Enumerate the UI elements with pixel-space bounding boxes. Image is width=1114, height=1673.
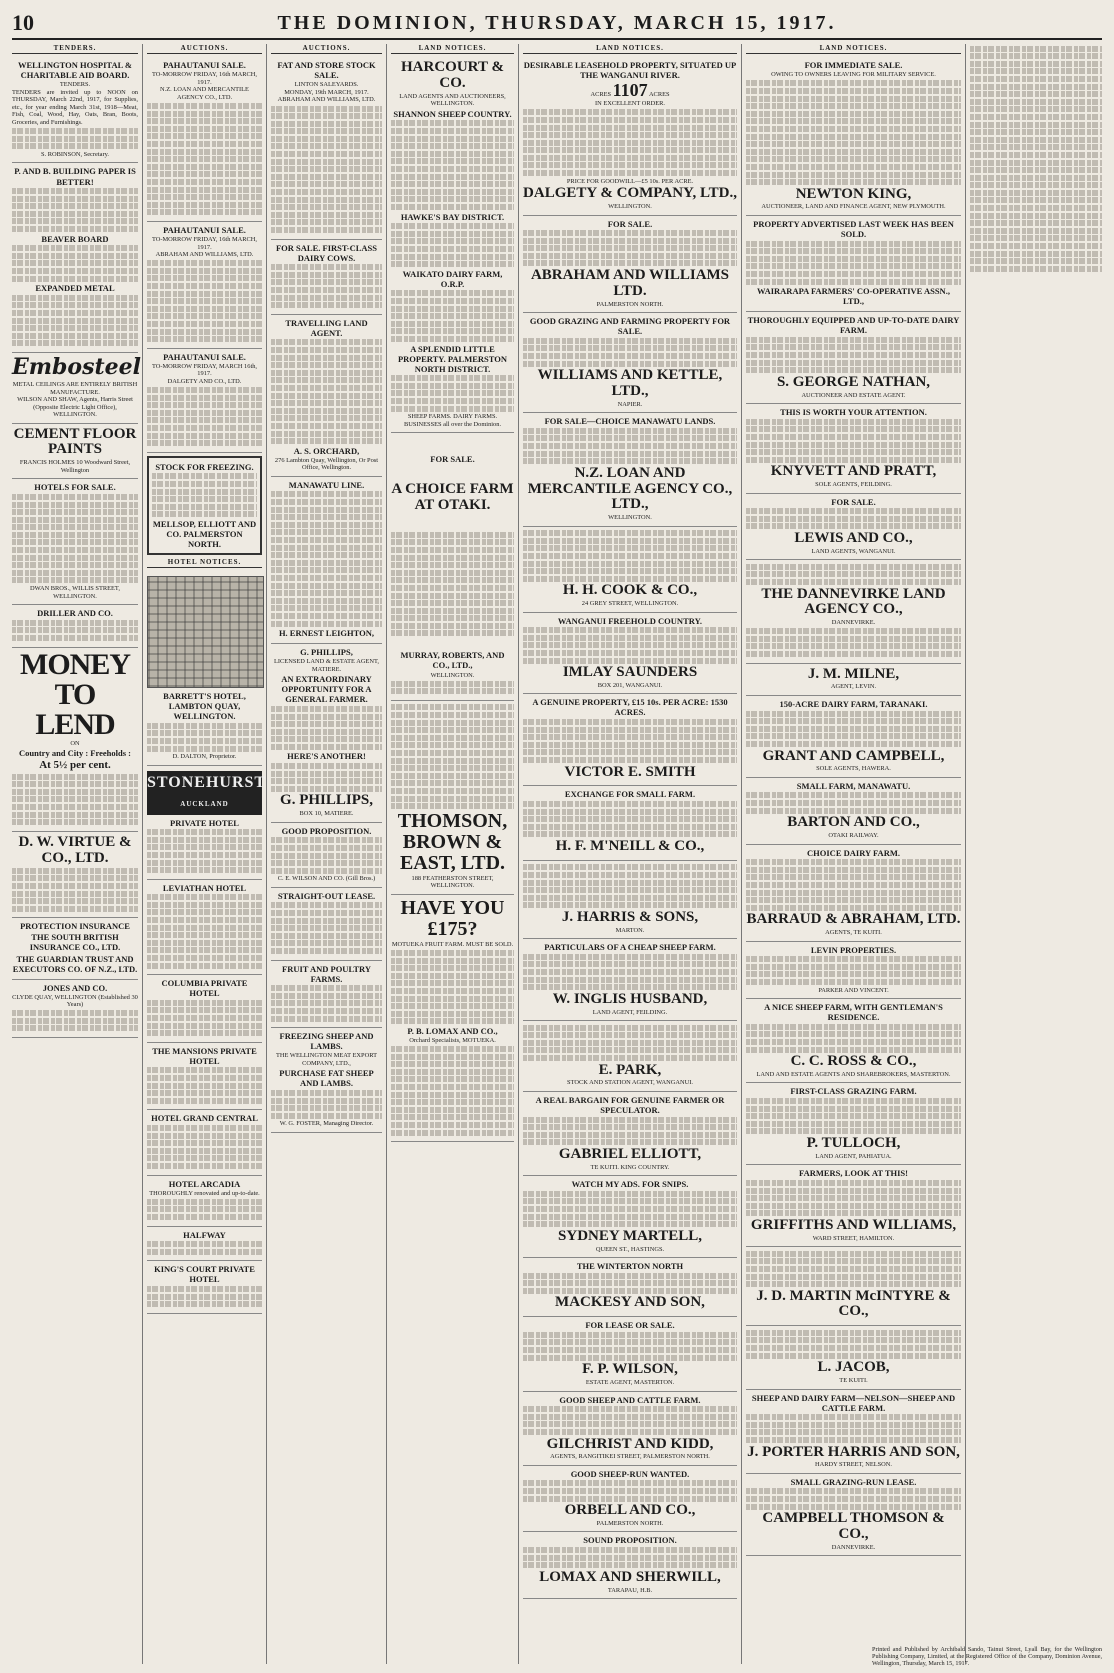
column-heading: LAND NOTICES. — [391, 44, 514, 54]
ad-heading: THOROUGHLY EQUIPPED AND UP-TO-DATE DAIRY FARM. — [747, 315, 960, 336]
ad-heading: A CHOICE FARM AT OTAKI. — [391, 481, 514, 513]
ad-signature: DWAN BROS., WILLIS STREET, WELLINGTON. — [30, 585, 120, 600]
leviathan-ad — [147, 880, 262, 976]
column-heading: AUCTIONS. — [271, 44, 382, 54]
ad-heading: HALFWAY — [183, 1229, 226, 1240]
ad-date: TO-MORROW FRIDAY, 16th MARCH, 1917. — [151, 71, 258, 86]
stock-ad — [147, 456, 262, 555]
ad-agency: NEWTON KING, — [795, 185, 912, 202]
ad-subheading: LICENSED LAND & ESTATE AGENT, MATIERE. — [274, 658, 379, 673]
auction-ad — [147, 222, 262, 349]
column-2 — [143, 44, 267, 1664]
ad-agency: S. GEORGE NATHAN, — [776, 373, 931, 390]
ad-address: MARTON. — [615, 926, 645, 934]
ad-heading: EXPANDED METAL — [35, 283, 115, 294]
column-heading: LAND NOTICES. — [746, 44, 961, 54]
ad-heading: PROTECTION INSURANCE — [20, 921, 130, 932]
ad-heading: G. PHILLIPS, — [300, 647, 353, 658]
ad-heading: HOTEL ARCADIA — [168, 1178, 241, 1189]
ad-heading: LEVIATHAN HOTEL — [162, 882, 247, 893]
masthead — [12, 8, 1102, 40]
acres-label: ACRES — [648, 91, 670, 99]
ad-address: SOLE AGENTS, HAWERA. — [816, 765, 891, 773]
column-7 — [966, 44, 1106, 1664]
ad-agency: ORBELL AND CO., — [564, 1502, 696, 1519]
ad-subheading: IN EXCELLENT ORDER. — [595, 100, 665, 108]
ad-heading: A NICE SHEEP FARM, WITH GENTLEMAN'S RESIDENCE. — [764, 1002, 943, 1023]
halfway-ad — [147, 1227, 262, 1262]
ad-heading: THOMSON, BROWN & EAST, LTD. — [397, 809, 508, 874]
phillips-ad — [271, 644, 382, 823]
ad-agency: H. ERNEST LEIGHTON, — [278, 628, 375, 639]
ad-address: OTAKI RAILWAY. — [828, 831, 879, 839]
ad-address: Orchard Specialists, MOTUEKA. — [409, 1036, 496, 1044]
ad-subheading: TENDERS. — [59, 81, 91, 89]
ad-address: NAPIER. — [617, 400, 643, 408]
ad-address: SOLE AGENTS, FEILDING. — [815, 481, 892, 489]
levin-ad — [746, 942, 961, 1000]
otaki-farm-ad — [391, 433, 514, 701]
barton-ad — [746, 778, 961, 845]
ad-heading: STOCK FOR FREEZING. — [155, 461, 254, 472]
ad-date: TO-MORROW FRIDAY, 16th MARCH, 1917. — [151, 235, 258, 251]
ad-address: TE KUITI. — [839, 1376, 868, 1384]
column-1 — [8, 44, 143, 1664]
ad-address: QUEEN ST., HASTINGS. — [595, 1245, 665, 1253]
ad-heading: JONES AND CO. — [42, 982, 108, 993]
ad-address: WARD STREET, HAMILTON. — [812, 1234, 895, 1242]
ad-agency: CAMPBELL THOMSON & CO., — [762, 1510, 945, 1542]
ad-agency: LEWIS AND CO., — [794, 529, 913, 546]
ad-heading: THE MANSIONS PRIVATE HOTEL — [152, 1045, 257, 1066]
column-4 — [387, 44, 519, 1664]
interest-rate: At 5½ per cent. — [39, 759, 111, 772]
ad-heading: GOOD GRAZING AND FARMING PROPERTY FOR SALE. — [529, 316, 731, 337]
elliott-ad — [523, 1092, 737, 1176]
nathan-ad — [746, 312, 961, 404]
ad-address: AGENTS, RANGITIKEI STREET, PALMERSTON NORTH. — [550, 1453, 710, 1461]
column-heading: TENDERS. — [12, 44, 138, 54]
ad-text: THOROUGHLY renovated and up-to-date. — [149, 1189, 260, 1197]
park-ad — [523, 1021, 737, 1092]
ad-heading: FOR SALE. — [831, 496, 876, 507]
ad-heading: THIS IS WORTH YOUR ATTENTION. — [780, 407, 927, 418]
wairarapa-ad — [746, 216, 961, 312]
acres-label: ACRES — [590, 91, 612, 99]
ad-address: LAND AGENTS, WANGANUI. — [811, 547, 896, 555]
money-to-lend-ad — [12, 648, 138, 832]
ad-address: 24 GREY STREET, WELLINGTON. — [581, 600, 679, 608]
ad-address: WELLINGTON. — [608, 514, 652, 521]
ad-heading: A SPLENDID LITTLE PROPERTY. PALMERSTON NORTH DISTRICT. — [397, 343, 508, 374]
ad-heading: SMALL FARM, MANAWATU. — [796, 780, 911, 791]
barraud-ad — [746, 845, 961, 942]
newspaper-title: THE DOMINION, THURSDAY, MARCH 15, 1917. — [277, 12, 837, 34]
ad-heading: PURCHASE FAT SHEEP AND LAMBS. — [279, 1068, 374, 1089]
acres-figure — [523, 81, 737, 100]
ad-address: WILSON AND SHAW, Agents, Harris Street (Opposite Electric Light Office), WELLINGTON. — [17, 396, 133, 419]
mcneill-ad — [523, 786, 737, 860]
ad-agency: J. D. MARTIN McINTYRE & CO., — [756, 1287, 951, 1320]
motueka-ad — [391, 895, 514, 1142]
ad-heading: SOUND PROPOSITION. — [583, 1535, 677, 1546]
ad-address: PALMERSTON NORTH. — [596, 300, 664, 308]
column-heading: LAND NOTICES. — [523, 44, 737, 54]
ad-heading: FOR SALE. — [430, 454, 475, 465]
barrett-hotel-ad — [147, 571, 262, 766]
nz-loan-ad — [523, 413, 737, 526]
ad-heading: A GENUINE PROPERTY, £15 10s. PER ACRE: 1530 ACRES. — [532, 697, 728, 718]
martell-ad — [523, 1176, 737, 1258]
ad-agency: LOMAX AND SHERWILL, — [539, 1568, 721, 1585]
cook-ad — [523, 527, 737, 613]
ad-agency: J. PORTER HARRIS AND SON, — [747, 1443, 960, 1460]
ad-agency: P. TULLOCH, — [806, 1135, 901, 1151]
ad-agency: DALGETY AND CO., LTD. — [167, 377, 242, 385]
ad-heading: HARCOURT & CO. — [401, 59, 504, 91]
ad-heading: FOR LEASE OR SALE. — [585, 1320, 675, 1331]
ad-heading: FOR IMMEDIATE SALE. — [804, 60, 903, 71]
logo-city: AUCKLAND — [180, 799, 229, 808]
arcadia-ad — [147, 1176, 262, 1227]
ad-signature: S. ROBINSON, Secretary. — [41, 150, 109, 158]
martin-mcintyre-ad — [746, 1247, 961, 1326]
ad-heading: CEMENT FLOOR PAINTS — [13, 425, 137, 458]
campbell-thomson-ad — [746, 1474, 961, 1556]
manawatu-ad — [271, 477, 382, 644]
ad-heading: A REAL BARGAIN FOR GENUINE FARMER OR SPECULATOR. — [535, 1094, 725, 1115]
page-number: 10 — [12, 10, 34, 35]
ad-address: FRANCIS HOLMES 10 Woodward Street, Wellington — [19, 459, 131, 474]
imlay-ad — [523, 613, 737, 695]
ad-heading: FIRST-CLASS GRAZING FARM. — [790, 1086, 917, 1097]
ad-date: TO-MORROW FRIDAY, MARCH 16th, 1917. — [151, 362, 258, 378]
columbia-ad — [147, 975, 262, 1043]
milne-ad — [746, 664, 961, 696]
ad-address: LAND AGENT, FEILDING. — [592, 1008, 668, 1016]
ad-heading: HAVE YOU £175? — [400, 896, 505, 940]
ad-agency: IMLAY SAUNDERS — [562, 664, 698, 681]
ad-signature: D. DALTON, Proprietor. — [172, 753, 237, 761]
porter-harris-ad — [746, 1390, 961, 1474]
ad-subheading: METAL CEILINGS ARE ENTIRELY BRITISH MANUFACTURE. — [12, 380, 138, 396]
ad-heading: WELLINGTON HOSPITAL & CHARITABLE AID BOARD. — [18, 60, 132, 81]
ad-heading: BEAVER BOARD — [41, 233, 109, 244]
acres-value: 1107 — [612, 80, 648, 101]
publisher-imprint: Printed and Published by Archibald Sando, Tainui Street, Lyall Bay, for the Wellington Publishing Company, Limited, at the Registered Office of the Company, Dominion Avenue, Wellington, Thursday, March 15, 1917. — [872, 1646, 1102, 1667]
travelling-agent-ad — [271, 315, 382, 477]
ad-agency: J. M. MILNE, — [807, 665, 900, 682]
ad-agency: KNYVETT AND PRATT, — [770, 463, 937, 480]
ad-address: TARAPAU, H.B. — [607, 1586, 653, 1594]
ad-heading: AN EXTRAORDINARY OPPORTUNITY FOR A GENERAL FARMER. — [281, 674, 372, 705]
ad-heading: THE GUARDIAN TRUST AND EXECUTORS CO. OF N.Z., LTD. — [12, 953, 138, 974]
ad-heading: SHANNON SHEEP COUNTRY. — [393, 108, 512, 119]
auction-ad — [147, 57, 262, 222]
ad-address: LAND AGENT, PAHIATUA. — [815, 1152, 892, 1160]
ad-agency: H. H. COOK & CO., — [562, 582, 698, 599]
ad-heading: 150-ACRE DAIRY FARM, TARANAKI. — [779, 698, 928, 709]
ad-heading: THE SOUTH BRITISH INSURANCE CO., LTD. — [29, 932, 121, 953]
ad-heading: MANAWATU LINE. — [288, 479, 365, 490]
harris-ad — [523, 861, 737, 939]
ad-subheading: CLYDE QUAY, WELLINGTON (Established 30 Years) — [12, 993, 138, 1009]
grand-central-ad — [147, 1110, 262, 1175]
ad-heading: CHOICE DAIRY FARM. — [807, 847, 900, 858]
ad-agency: PARKER AND VINCENT. — [818, 986, 889, 994]
ad-address: TE KUITI. KING COUNTRY. — [590, 1163, 670, 1171]
ad-agency: H. F. M'NEILL & CO., — [555, 837, 705, 854]
ad-heading: HAWKE'S BAY DISTRICT. — [400, 211, 505, 222]
ad-agency: W. INGLIS HUSBAND, — [552, 990, 708, 1007]
ad-heading: THE WINTERTON NORTH — [576, 1261, 684, 1272]
ad-heading: GOOD SHEEP AND CATTLE FARM. — [559, 1394, 701, 1405]
ad-heading: FRUIT AND POULTRY FARMS. — [282, 963, 371, 984]
ad-address: HARDY STREET, NELSON. — [814, 1461, 893, 1469]
ad-heading: GOOD PROPOSITION. — [281, 825, 372, 836]
freezing-sheep-ad — [271, 1028, 382, 1133]
ad-agency: GABRIEL ELLIOTT, — [558, 1145, 702, 1162]
ad-address: WELLINGTON. — [430, 671, 475, 679]
ad-address: 276 Lambton Quay, Wellington, Or Post Office, Wellington. — [274, 456, 379, 472]
kings-court-ad — [147, 1261, 262, 1313]
ad-agency: C. C. ROSS & CO., — [790, 1053, 917, 1070]
ad-address: WELLINGTON. — [608, 202, 652, 210]
ad-heading: DESIRABLE LEASEHOLD PROPERTY, SITUATED UP THE WANGANUI RIVER. — [523, 60, 737, 81]
ad-connector: ON — [70, 739, 80, 747]
orbell-ad — [523, 1466, 737, 1533]
embosteel-ad — [12, 353, 142, 424]
tender-ad — [12, 57, 138, 163]
ad-address: DANNEVIRKE. — [831, 1543, 876, 1551]
dairy-cows-ad — [271, 240, 382, 315]
driller-ad — [12, 605, 138, 647]
page-columns — [8, 44, 1106, 1664]
ad-signature: W. G. FOSTER, Managing Director. — [279, 1120, 374, 1128]
dannevirke-ad — [746, 560, 961, 663]
ad-heading: D. W. VIRTUE & CO., LTD. — [18, 833, 132, 866]
ad-subheading: LAND AGENTS AND AUCTIONEERS, WELLINGTON. — [399, 92, 506, 108]
lomax-sherwill-ad — [523, 1532, 737, 1599]
ad-date: MONDAY, 19th MARCH, 1917. — [284, 88, 369, 96]
ad-heading: MONEY TO LEND — [20, 647, 130, 741]
ad-agency: MURRAY, ROBERTS, AND CO., LTD., — [400, 650, 505, 671]
ad-heading: HOTEL GRAND CENTRAL — [151, 1113, 258, 1124]
hotel-illustration — [147, 576, 264, 688]
ad-address: 188 FEATHERSTON STREET, WELLINGTON. — [411, 874, 494, 890]
tulloch-ad — [746, 1083, 961, 1165]
ad-heading: COLUMBIA PRIVATE HOTEL — [161, 978, 248, 999]
ad-agency: ABRAHAM AND WILLIAMS, LTD. — [155, 251, 254, 259]
ad-text: TENDERS are invited up to NOON on THURSDAY, March 22nd, 1917, for Supplies, etc., for year ending March 31st, 1918—Meat, Fish, Coal, Wood, Hay, Oats, Bran, Boots, Groceries, and Furnishings. — [12, 88, 138, 127]
ad-heading: STRAIGHT-OUT LEASE. — [277, 890, 376, 901]
building-paper-ad — [12, 163, 138, 353]
ad-heading: P. AND B. BUILDING PAPER IS BETTER! — [14, 166, 136, 187]
ad-subheading: Country and City : Freeholds : — [19, 748, 131, 759]
cement-paints-ad — [12, 424, 138, 480]
ad-agency: C. E. WILSON AND CO. (Gill Bros.) — [277, 875, 376, 883]
ad-address: DANNEVIRKE. — [831, 619, 876, 627]
ad-agency: N.Z. LOAN AND MERCANTILE AGENCY CO., LTD. — [160, 86, 249, 101]
lewis-ad — [746, 494, 961, 561]
auction-ad — [147, 349, 262, 453]
logo-text: STONEHURST — [147, 773, 266, 791]
ad-agency: ABRAHAM AND WILLIAMS LTD. — [530, 267, 730, 299]
column-heading: HOTEL NOTICES. — [147, 558, 262, 568]
newton-king-ad — [746, 57, 961, 216]
ad-address: ESTATE AGENT, MASTERTON. — [585, 1378, 675, 1386]
ad-subheading: THE WELLINGTON MEAT EXPORT COMPANY, LTD., — [276, 1052, 377, 1067]
ad-address: PALMERSTON NORTH. — [596, 1519, 664, 1527]
ad-address: AUCTIONEER AND ESTATE AGENT. — [801, 391, 906, 399]
straight-lease-ad — [271, 888, 382, 961]
mackesy-ad — [523, 1258, 737, 1317]
ad-subheading: MOTUEKA FRUIT FARM. MUST BE SOLD. — [391, 940, 514, 948]
ad-agency: GRIFFITHS AND WILLIAMS, — [750, 1216, 957, 1233]
stonehurst-ad — [147, 766, 266, 880]
ad-address: BOX 10, MATIERE. — [299, 810, 354, 818]
ad-heading: WAIKATO DAIRY FARM, O.R.P. — [402, 268, 503, 289]
ad-heading: GOOD SHEEP-RUN WANTED. — [570, 1468, 690, 1479]
ad-address: STOCK AND STATION AGENT, WANGANUI. — [567, 1079, 693, 1087]
ad-heading: PROPERTY ADVERTISED LAST WEEK HAS BEEN SOLD. — [753, 219, 954, 240]
ad-heading: PAHAUTANUI SALE. — [163, 224, 246, 235]
ad-heading: FOR SALE. FIRST-CLASS DAIRY COWS. — [275, 242, 377, 263]
ad-subheading: OWING TO OWNERS LEAVING FOR MILITARY SERVICE. — [771, 71, 936, 79]
ad-address: AGENT, LEVIN. — [830, 683, 877, 691]
knyvett-ad — [746, 404, 961, 493]
ad-heading: BARRETT'S HOTEL, LAMBTON QUAY, WELLINGTON. — [163, 691, 246, 722]
ad-heading: TRAVELLING LAND AGENT. — [285, 317, 368, 338]
ad-heading: SMALL GRAZING-RUN LEASE. — [790, 1476, 917, 1487]
ad-heading: WANGANUI FREEHOLD COUNTRY. — [557, 615, 703, 626]
ad-agency: N.Z. LOAN AND MERCANTILE AGENCY CO., LTD., — [527, 464, 733, 513]
ad-agency: ABRAHAM AND WILLIAMS, LTD. — [277, 96, 376, 104]
ad-agency: BARTON AND CO., — [787, 814, 920, 831]
williams-kettle-ad — [523, 313, 737, 413]
jones-ad — [12, 980, 138, 1038]
griffiths-ad — [746, 1165, 961, 1247]
virtue-ad — [12, 832, 138, 919]
ad-address: LAND AND ESTATE AGENTS AND SHAREBROKERS, MASTERTON. — [756, 1070, 951, 1078]
column-3 — [267, 44, 387, 1664]
ad-heading: LEVIN PROPERTIES. — [810, 944, 897, 955]
ad-agency: MACKESY AND SON, — [555, 1294, 705, 1311]
gilchrist-ad — [523, 1392, 737, 1466]
stonehurst-logo — [147, 771, 266, 815]
ad-heading: FAT AND STORE STOCK SALE. — [277, 60, 376, 81]
ad-address: AUCTIONEER, LAND AND FINANCE AGENT, NEW PLYMOUTH. — [761, 203, 946, 211]
ad-heading: EXCHANGE FOR SMALL FARM. — [564, 789, 696, 800]
thomson-ad — [391, 701, 514, 895]
victor-smith-ad — [523, 694, 737, 786]
ad-agency: E. PARK, — [598, 1061, 662, 1078]
ad-agency: VICTOR E. SMITH — [564, 763, 696, 780]
ad-agency: GRANT AND CAMPBELL, — [762, 747, 945, 764]
ad-heading: WATCH MY ADS. FOR SNIPS. — [571, 1179, 689, 1190]
ad-agency: BARRAUD & ABRAHAM, LTD. — [746, 911, 961, 928]
jacob-ad — [746, 1326, 961, 1389]
ad-address: BOX 201, WANGANUI. — [597, 681, 663, 689]
ad-agency: WILLIAMS AND KETTLE, LTD., — [537, 367, 723, 399]
ad-heading: HERE'S ANOTHER! — [287, 751, 366, 762]
hotels-for-sale-ad — [12, 479, 138, 605]
ad-address: AGENTS, TE KUITI. — [825, 929, 882, 937]
ad-heading: HOTELS FOR SALE. — [34, 482, 116, 493]
ad-agency: F. P. WILSON, — [582, 1361, 678, 1378]
linton-sale-ad — [271, 57, 382, 239]
embosteel-logo: Embosteel — [12, 354, 142, 381]
ad-agency: A. S. ORCHARD, — [293, 445, 360, 456]
ad-agency: DALGETY & COMPANY, LTD., — [523, 185, 737, 202]
ad-heading: PARTICULARS OF A CHEAP SHEEP FARM. — [544, 942, 716, 953]
ad-agency: THE DANNEVIRKE LAND AGENCY CO., — [761, 585, 946, 618]
ad-text: SHEEP FARMS. DAIRY FARMS. BUSINESSES all over the Dominion. — [403, 413, 502, 428]
mansions-ad — [147, 1043, 262, 1111]
ad-heading: KING'S COURT PRIVATE HOTEL — [154, 1264, 255, 1285]
grant-campbell-ad — [746, 696, 961, 778]
ad-price: PRICE FOR GOODWILL—£5 10s. PER ACRE. — [566, 177, 694, 185]
ad-heading: FOR SALE—CHOICE MANAWATU LANDS. — [544, 416, 716, 427]
ad-heading: FOR SALE. — [607, 218, 653, 229]
wanganui-leasehold-ad — [523, 57, 737, 215]
ad-heading: PRIVATE HOTEL — [170, 817, 239, 828]
insurance-ad — [12, 918, 138, 979]
ad-heading: PAHAUTANUI SALE. — [163, 351, 246, 362]
abraham-ad — [523, 216, 737, 314]
wilson-masterton-ad — [523, 1317, 737, 1391]
ad-agency: WAIRARAPA FARMERS' CO-OPERATIVE ASSN., LTD., — [757, 286, 950, 307]
good-proposition-ad — [271, 823, 382, 888]
harcourt-ad — [391, 57, 514, 433]
ad-subheading: LINTON SALEYARDS. — [294, 81, 359, 89]
ad-heading: DRILLER AND CO. — [37, 608, 113, 619]
ad-agency: J. HARRIS & SONS, — [561, 908, 699, 925]
ad-agency: MELLSOP, ELLIOTT AND CO. PALMERSTON NORTH. — [152, 518, 257, 549]
ross-ad — [746, 999, 961, 1083]
ad-agency: GILCHRIST AND KIDD, — [546, 1435, 714, 1452]
ad-heading: FREEZING SHEEP AND LAMBS. — [279, 1031, 374, 1052]
ad-heading: SHEEP AND DAIRY FARM—NELSON—SHEEP AND CATTLE FARM. — [751, 1392, 956, 1413]
ad-heading: PAHAUTANUI SALE. — [163, 60, 246, 71]
ad-agency: P. B. LOMAX AND CO., — [407, 1025, 498, 1036]
column-6 — [742, 44, 966, 1664]
column-heading: AUCTIONS. — [147, 44, 262, 54]
ad-agency: G. PHILLIPS, — [280, 792, 373, 809]
fruit-poultry-ad — [271, 961, 382, 1029]
ad-agency: L. JACOB, — [817, 1359, 890, 1376]
column-5 — [519, 44, 742, 1664]
husband-ad — [523, 939, 737, 1021]
ad-agency: SYDNEY MARTELL, — [558, 1227, 702, 1244]
ad-heading: FARMERS, LOOK AT THIS! — [799, 1168, 908, 1179]
